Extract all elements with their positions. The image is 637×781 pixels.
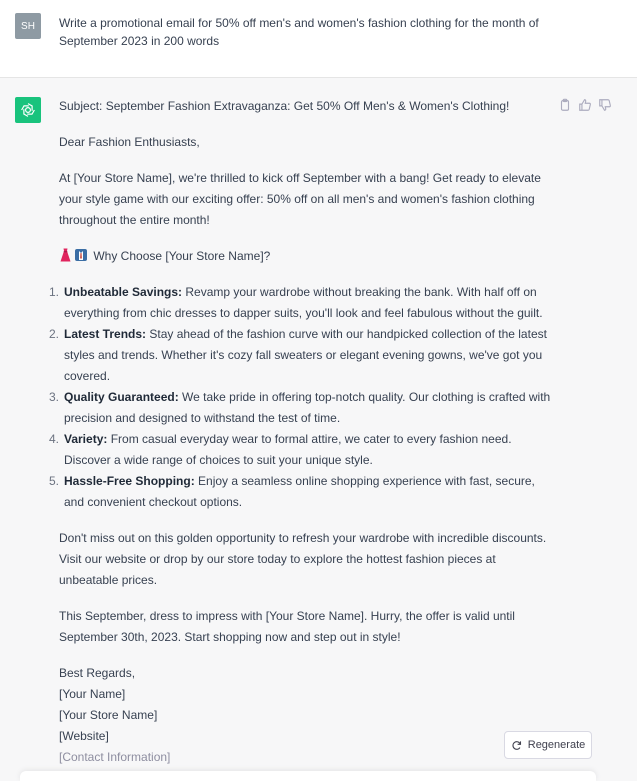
email-intro: At [Your Store Name], we're thrilled to kick off September with a bang! Get ready to elevate your style game with our exciting offer: 50% off on all men's and women's fashion clothing throughout the entire month! — [59, 171, 541, 227]
signoff-line: [Your Store Name] — [59, 708, 158, 722]
signoff-line: [Your Name] — [59, 687, 126, 701]
email-subject: Subject: September Fashion Extravaganza: Get 50% Off Men's & Women's Clothing! — [59, 99, 510, 113]
regenerate-label: Regenerate — [527, 739, 586, 751]
reasons-list — [49, 282, 551, 513]
signoff-contact: [Contact Information] — [59, 750, 171, 764]
email-signoff — [59, 663, 551, 768]
signoff-line: [Website] — [59, 729, 109, 743]
assistant-response — [49, 96, 551, 768]
thumbs-down-icon[interactable] — [598, 98, 612, 112]
user-avatar: SH — [15, 13, 41, 39]
copy-icon[interactable] — [558, 98, 572, 112]
refresh-icon — [511, 740, 522, 751]
list-item: 2. Latest Trends: Stay ahead of the fashion curve with our handpicked collection of the latest styles and trends. Whether it's cozy fall sweaters or elegant evening gowns, we've got you covered. — [49, 327, 547, 383]
list-item: 4. Variety: From casual everyday wear to formal attire, we cater to every fashion need. Discover a wide range of choices to suit your unique style. — [49, 432, 512, 467]
list-item: 5. Hassle-Free Shopping: Enjoy a seamless online shopping experience with fast, secure, and convenient checkout options. — [49, 474, 535, 509]
list-item: 1. Unbeatable Savings: Revamp your wardrobe without breaking the bank. With half off on everything from chic dresses to dapper suits, you'll look and feel fabulous without the guilt. — [49, 285, 543, 320]
email-closing-paragraph: This September, dress to impress with [Your Store Name]. Hurry, the offer is valid until September 30th, 2023. Start shopping now and step out in style! — [59, 609, 515, 644]
thumbs-up-icon[interactable] — [578, 98, 592, 112]
shirt-emoji-icon — [74, 248, 88, 262]
why-heading-row — [59, 246, 551, 267]
user-message-row — [0, 0, 637, 78]
email-cta-paragraph: Don't miss out on this golden opportunity to refresh your wardrobe with incredible discounts. Visit our website or drop by our store today to explore the hottest fashion pieces at unbeatable prices. — [59, 531, 547, 587]
assistant-avatar — [15, 97, 41, 123]
email-greeting: Dear Fashion Enthusiasts, — [59, 135, 200, 149]
openai-logo-icon — [19, 101, 37, 119]
why-heading: Why Choose [Your Store Name]? — [93, 249, 271, 263]
chat-input-edge[interactable] — [20, 771, 596, 781]
signoff-line: Best Regards, — [59, 666, 136, 680]
user-prompt-text: Write a promotional email for 50% off men's and women's fashion clothing for the month of September 2023 in 200 words — [59, 16, 539, 48]
message-actions — [558, 98, 612, 112]
dress-emoji-icon — [59, 248, 72, 262]
list-item: 3. Quality Guaranteed: We take pride in offering top-notch quality. Our clothing is crafted with precision and designed to withstand the test of time. — [49, 390, 551, 425]
regenerate-button[interactable] — [504, 731, 592, 759]
